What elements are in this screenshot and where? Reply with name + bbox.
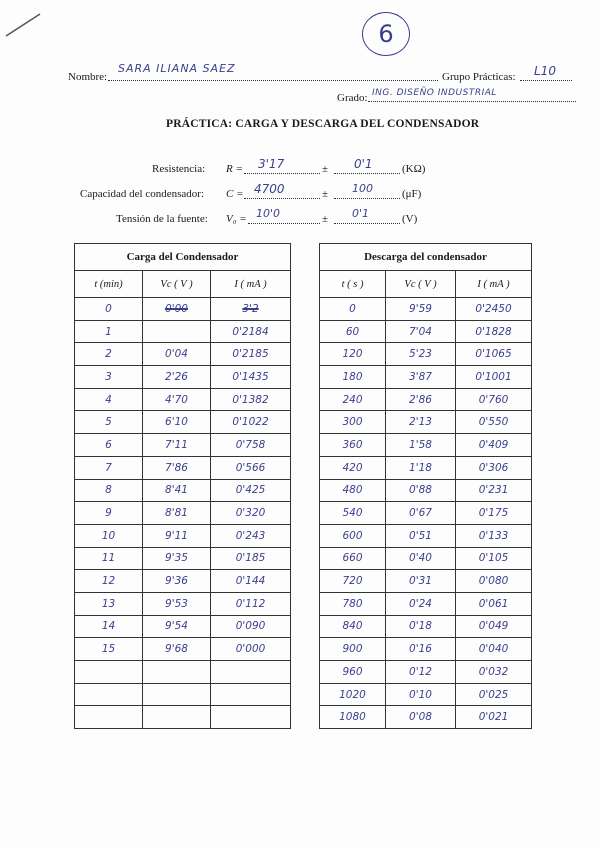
resistencia-error-line	[334, 173, 400, 174]
carga-cell: 9'54	[143, 615, 211, 638]
descarga-cell: 0'10	[386, 683, 456, 706]
resistencia-symbol: R =	[226, 163, 243, 175]
carga-cell: 8'81	[143, 502, 211, 525]
descarga-cell: 420	[320, 456, 386, 479]
pen-mark	[4, 10, 44, 40]
carga-row	[75, 502, 291, 525]
descarga-header-vc: Vc ( V )	[386, 271, 456, 298]
carga-header-vc: Vc ( V )	[143, 271, 211, 298]
carga-cell: 9'68	[143, 638, 211, 661]
resistencia-pm: ±	[322, 163, 329, 175]
descarga-cell: 0'021	[456, 706, 532, 729]
carga-cell: 0'1382	[211, 388, 291, 411]
descarga-row	[320, 434, 532, 457]
carga-cell	[211, 683, 291, 706]
carga-header-t: t (min)	[75, 271, 143, 298]
carga-caption: Carga del Condensador	[75, 244, 291, 271]
descarga-cell: 5'23	[386, 343, 456, 366]
descarga-cell: 0'025	[456, 683, 532, 706]
capacidad-value: 4700	[254, 182, 285, 196]
nombre-line	[108, 80, 438, 81]
descarga-row	[320, 615, 532, 638]
descarga-cell: 0'409	[456, 434, 532, 457]
carga-row	[75, 320, 291, 343]
carga-cell: 0	[75, 298, 143, 321]
capacidad-error: 100	[352, 182, 373, 195]
carga-row	[75, 479, 291, 502]
nombre-label: Nombre:	[68, 71, 108, 83]
descarga-row	[320, 706, 532, 729]
carga-row	[75, 570, 291, 593]
resistencia-line	[244, 173, 320, 174]
carga-table	[74, 243, 291, 729]
tension-value: 10'0	[256, 207, 281, 220]
carga-cell: 4'70	[143, 388, 211, 411]
grupo-line	[520, 80, 572, 81]
carga-row	[75, 388, 291, 411]
capacidad-symbol: C =	[226, 188, 244, 200]
descarga-cell: 0'231	[456, 479, 532, 502]
carga-cell: 0'425	[211, 479, 291, 502]
descarga-cell: 480	[320, 479, 386, 502]
tension-error-line	[334, 223, 400, 224]
descarga-cell: 660	[320, 547, 386, 570]
grupo-value: L10	[534, 64, 556, 78]
carga-cell: 0'000	[211, 638, 291, 661]
descarga-cell: 1080	[320, 706, 386, 729]
descarga-cell: 9'59	[386, 298, 456, 321]
descarga-row	[320, 524, 532, 547]
descarga-cell: 1'18	[386, 456, 456, 479]
carga-cell	[143, 661, 211, 684]
descarga-row	[320, 388, 532, 411]
descarga-cell: 7'04	[386, 320, 456, 343]
capacidad-error-line	[334, 198, 400, 199]
descarga-cell: 0'2450	[456, 298, 532, 321]
carga-cell	[143, 706, 211, 729]
grado-line	[368, 101, 576, 102]
descarga-row	[320, 502, 532, 525]
carga-cell	[143, 683, 211, 706]
carga-cell: 2	[75, 343, 143, 366]
carga-cell: 0'320	[211, 502, 291, 525]
carga-cell: 6'10	[143, 411, 211, 434]
carga-cell: 0'144	[211, 570, 291, 593]
resistencia-unit: (KΩ)	[402, 163, 426, 175]
descarga-cell: 0'08	[386, 706, 456, 729]
carga-cell: 3	[75, 366, 143, 389]
carga-cell	[75, 706, 143, 729]
carga-cell: 0'185	[211, 547, 291, 570]
descarga-cell: 120	[320, 343, 386, 366]
carga-cell: 12	[75, 570, 143, 593]
carga-cell: 9'11	[143, 524, 211, 547]
carga-cell: 7	[75, 456, 143, 479]
capacidad-pm: ±	[322, 188, 329, 200]
descarga-cell: 900	[320, 638, 386, 661]
descarga-cell: 840	[320, 615, 386, 638]
carga-row	[75, 343, 291, 366]
page-number: 6	[378, 20, 394, 48]
carga-cell	[211, 661, 291, 684]
carga-cell: 0'090	[211, 615, 291, 638]
page-title: PRÁCTICA: CARGA Y DESCARGA DEL CONDENSADOR	[166, 118, 480, 130]
carga-cell: 1	[75, 320, 143, 343]
carga-cell: 4	[75, 388, 143, 411]
carga-cell: 7'11	[143, 434, 211, 457]
descarga-row	[320, 366, 532, 389]
descarga-row	[320, 592, 532, 615]
grado-value: ING. DISEÑO INDUSTRIAL	[372, 88, 497, 98]
descarga-caption: Descarga del condensador	[320, 244, 532, 271]
carga-cell: 8'41	[143, 479, 211, 502]
capacidad-unit: (μF)	[402, 188, 422, 200]
tension-unit: (V)	[402, 213, 418, 225]
carga-cell: 0'758	[211, 434, 291, 457]
grupo-label: Grupo Prácticas:	[442, 71, 516, 83]
tension-pm: ±	[322, 213, 329, 225]
descarga-row	[320, 320, 532, 343]
descarga-cell: 3'87	[386, 366, 456, 389]
descarga-cell: 0'080	[456, 570, 532, 593]
descarga-cell: 0	[320, 298, 386, 321]
descarga-cell: 960	[320, 661, 386, 684]
descarga-cell: 540	[320, 502, 386, 525]
descarga-cell: 0'24	[386, 592, 456, 615]
descarga-cell: 0'760	[456, 388, 532, 411]
descarga-cell: 0'1828	[456, 320, 532, 343]
descarga-cell: 0'88	[386, 479, 456, 502]
descarga-row	[320, 343, 532, 366]
descarga-cell: 60	[320, 320, 386, 343]
carga-row	[75, 683, 291, 706]
descarga-cell: 0'032	[456, 661, 532, 684]
descarga-row	[320, 570, 532, 593]
carga-row	[75, 366, 291, 389]
descarga-cell: 300	[320, 411, 386, 434]
page-number-circle	[362, 12, 410, 56]
carga-cell: 15	[75, 638, 143, 661]
carga-cell: 9'53	[143, 592, 211, 615]
carga-row	[75, 524, 291, 547]
carga-row	[75, 434, 291, 457]
carga-row	[75, 298, 291, 321]
carga-row	[75, 456, 291, 479]
descarga-row	[320, 479, 532, 502]
capacidad-line	[244, 198, 320, 199]
carga-cell: 3'2	[211, 298, 291, 321]
carga-cell: 9'35	[143, 547, 211, 570]
carga-row	[75, 547, 291, 570]
carga-cell: 0'112	[211, 592, 291, 615]
descarga-cell: 0'040	[456, 638, 532, 661]
carga-cell	[211, 706, 291, 729]
carga-row	[75, 592, 291, 615]
carga-cell: 0'04	[143, 343, 211, 366]
carga-cell: 6	[75, 434, 143, 457]
carga-cell: 7'86	[143, 456, 211, 479]
resistencia-error: 0'1	[354, 157, 373, 171]
carga-row	[75, 411, 291, 434]
carga-cell: 13	[75, 592, 143, 615]
descarga-row	[320, 638, 532, 661]
tension-error: 0'1	[352, 207, 370, 220]
descarga-table	[319, 243, 532, 729]
descarga-cell: 720	[320, 570, 386, 593]
descarga-cell: 1'58	[386, 434, 456, 457]
descarga-cell: 360	[320, 434, 386, 457]
descarga-row	[320, 683, 532, 706]
carga-cell	[143, 320, 211, 343]
descarga-cell: 0'061	[456, 592, 532, 615]
descarga-cell: 0'306	[456, 456, 532, 479]
carga-row	[75, 638, 291, 661]
descarga-cell: 0'51	[386, 524, 456, 547]
carga-cell: 0'243	[211, 524, 291, 547]
descarga-cell: 0'67	[386, 502, 456, 525]
tension-label: Tensión de la fuente:	[116, 213, 208, 225]
carga-cell: 5	[75, 411, 143, 434]
tension-line	[248, 223, 320, 224]
descarga-cell: 1020	[320, 683, 386, 706]
carga-cell: 2'26	[143, 366, 211, 389]
descarga-cell: 240	[320, 388, 386, 411]
descarga-row	[320, 298, 532, 321]
descarga-cell: 0'31	[386, 570, 456, 593]
carga-cell: 8	[75, 479, 143, 502]
carga-cell: 11	[75, 547, 143, 570]
descarga-row	[320, 661, 532, 684]
descarga-cell: 0'133	[456, 524, 532, 547]
tension-symbol: V₀ =	[226, 213, 247, 225]
descarga-cell: 0'049	[456, 615, 532, 638]
descarga-cell: 2'13	[386, 411, 456, 434]
carga-cell	[75, 683, 143, 706]
descarga-cell: 0'16	[386, 638, 456, 661]
carga-cell	[75, 661, 143, 684]
descarga-cell: 0'12	[386, 661, 456, 684]
descarga-cell: 0'1065	[456, 343, 532, 366]
carga-cell: 0'2184	[211, 320, 291, 343]
descarga-cell: 0'105	[456, 547, 532, 570]
carga-cell: 0'00	[143, 298, 211, 321]
descarga-cell: 780	[320, 592, 386, 615]
descarga-row	[320, 411, 532, 434]
descarga-cell: 2'86	[386, 388, 456, 411]
descarga-header-t: t ( s )	[320, 271, 386, 298]
carga-row	[75, 661, 291, 684]
descarga-header-i: I ( mA )	[456, 271, 532, 298]
descarga-row	[320, 547, 532, 570]
carga-cell: 14	[75, 615, 143, 638]
carga-cell: 0'1022	[211, 411, 291, 434]
descarga-cell: 0'40	[386, 547, 456, 570]
grado-label: Grado:	[337, 92, 368, 104]
descarga-cell: 180	[320, 366, 386, 389]
descarga-row	[320, 456, 532, 479]
carga-row	[75, 706, 291, 729]
carga-cell: 0'1435	[211, 366, 291, 389]
descarga-cell: 0'1001	[456, 366, 532, 389]
capacidad-label: Capacidad del condensador:	[80, 188, 205, 200]
resistencia-label: Resistencia:	[152, 163, 206, 175]
carga-cell: 0'566	[211, 456, 291, 479]
carga-cell: 9'36	[143, 570, 211, 593]
carga-cell: 10	[75, 524, 143, 547]
descarga-cell: 0'18	[386, 615, 456, 638]
carga-header-i: I ( mA )	[211, 271, 291, 298]
descarga-cell: 0'175	[456, 502, 532, 525]
descarga-cell: 0'550	[456, 411, 532, 434]
carga-cell: 9	[75, 502, 143, 525]
resistencia-value: 3'17	[258, 157, 285, 171]
carga-cell: 0'2185	[211, 343, 291, 366]
descarga-cell: 600	[320, 524, 386, 547]
nombre-value: SARA ILIANA SAEZ	[118, 62, 236, 75]
carga-row	[75, 615, 291, 638]
